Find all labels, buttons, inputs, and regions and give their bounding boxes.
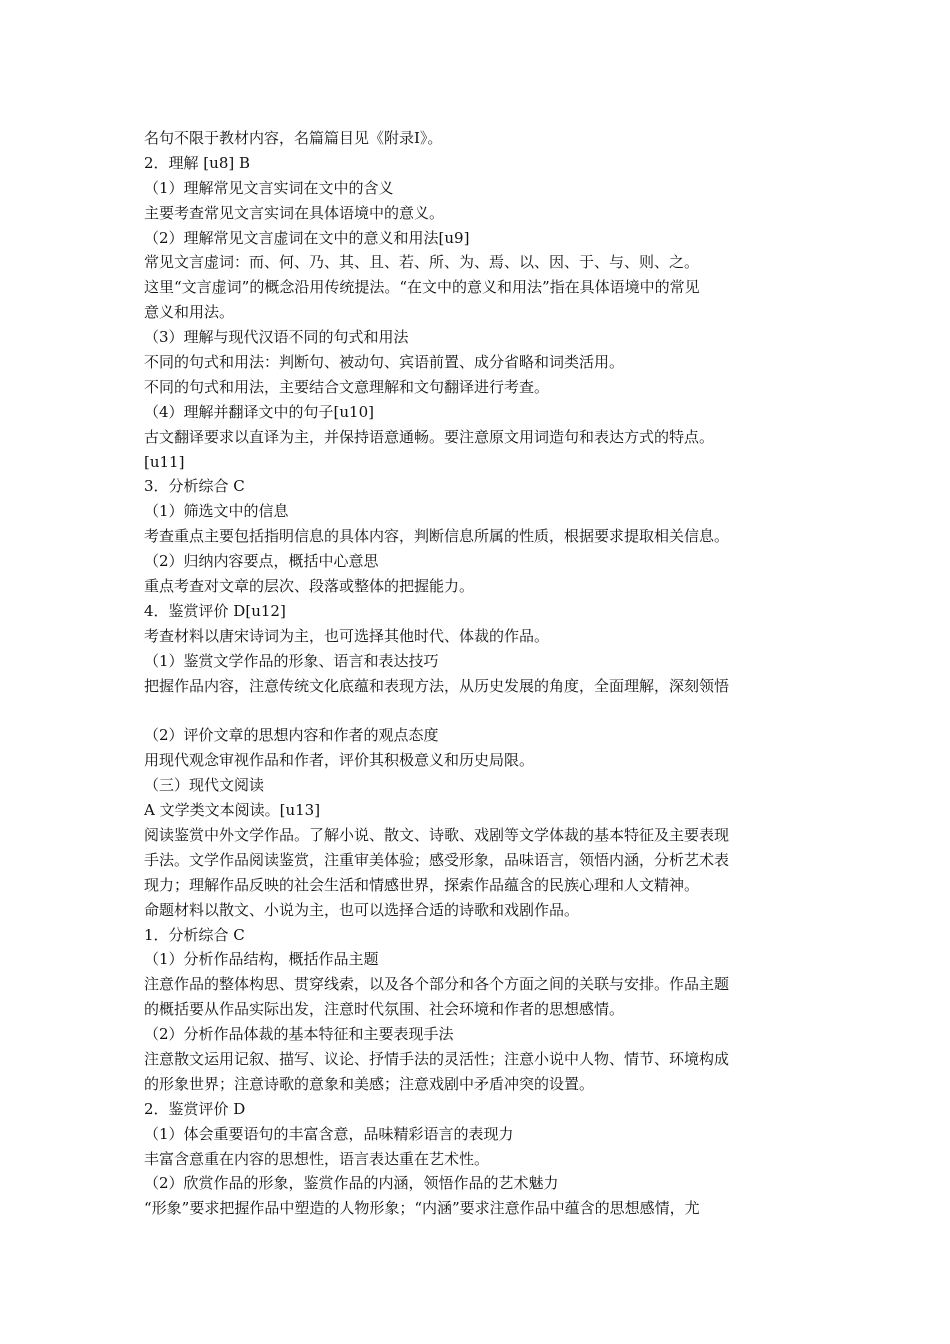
part-heading: （三）现代文阅读: [144, 776, 265, 795]
subsection-heading: （3）理解与现代汉语不同的句式和用法: [144, 328, 409, 347]
text-line: 注意作品的整体构思、贯穿线索，以及各个部分和各个方面之间的关联与安排。作品主题: [144, 975, 730, 994]
text-line: 命题材料以散文、小说为主，也可以选择合适的诗歌和戏剧作品。: [144, 900, 580, 919]
text-line: 把握作品内容，注意传统文化底蕴和表现方法，从历史发展的角度，全面理解，深刻领悟: [144, 676, 730, 695]
section-heading: 1．分析综合 C: [144, 925, 245, 944]
subsection-heading: （4）理解并翻译文中的句子[u10]: [144, 402, 374, 421]
subsection-heading: （1）分析作品结构，概括作品主题: [144, 950, 379, 969]
text-line: 的形象世界；注意诗歌的意象和美感；注意戏剧中矛盾冲突的设置。: [144, 1074, 595, 1093]
comment-marker: [u11]: [144, 452, 185, 471]
text-line: 考查材料以唐宋诗词为主，也可选择其他时代、体裁的作品。: [144, 626, 550, 645]
subsection-heading: （2）归纳内容要点，概括中心意思: [144, 552, 379, 571]
text-line: 主要考查常见文言实词在具体语境中的意义。: [144, 203, 445, 222]
text-line: 丰富含意重在内容的思想性，语言表达重在艺术性。: [144, 1149, 490, 1168]
section-heading: A 文学类文本阅读。[u13]: [144, 801, 321, 820]
text-line: 常见文言虚词：而、何、乃、其、且、若、所、为、焉、以、因、于、与、则、之。: [144, 253, 700, 272]
section-heading: 3．分析综合 C: [144, 477, 245, 496]
text-line: 名句不限于教材内容，名篇篇目见《附录Ⅰ》。: [144, 129, 443, 147]
text-line: 阅读鉴赏中外文学作品。了解小说、散文、诗歌、戏剧等文学体裁的基本特征及主要表现: [144, 825, 730, 844]
text-line: 不同的句式和用法，主要结合文意理解和文句翻译进行考查。: [144, 377, 550, 396]
text-line: 这里“文言虚词”的概念沿用传统提法。“在文中的意义和用法”指在具体语境中的常见: [144, 278, 700, 297]
text-line: 古文翻译要求以直译为主，并保持语意通畅。要注意原文用词造句和表达方式的特点。: [144, 427, 715, 446]
text-line: 手法。文学作品阅读鉴赏，注重审美体验；感受形象，品味语言，领悟内涵，分析艺术表: [144, 850, 730, 869]
section-heading: 4．鉴赏评价 D[u12]: [144, 601, 286, 620]
text-line: 用现代观念审视作品和作者，评价其积极意义和历史局限。: [144, 751, 535, 770]
blank-line: [144, 698, 810, 723]
subsection-heading: （1）鉴赏文学作品的形象、语言和表达技巧: [144, 651, 439, 670]
section-heading: 2．鉴赏评价 D: [144, 1099, 246, 1118]
text-line: 考查重点主要包括指明信息的具体内容，判断信息所属的性质，根据要求提取相关信息。: [144, 527, 730, 546]
subsection-heading: （1）理解常见文言实词在文中的含义: [144, 178, 394, 197]
text-line: 意义和用法。: [144, 303, 235, 322]
text-line: 的概括要从作品实际出发，注意时代氛围、社会环境和作者的思想感情。: [144, 1000, 625, 1019]
subsection-heading: （2）评价文章的思想内容和作者的观点态度: [144, 726, 439, 745]
subsection-heading: （1）体会重要语句的丰富含意，品味精彩语言的表现力: [144, 1124, 514, 1143]
text-line: 现力；理解作品反映的社会生活和情感世界，探索作品蕴含的民族心理和人文精神。: [144, 875, 700, 894]
subsection-heading: （2）理解常见文言虚词在文中的意义和用法[u9]: [144, 228, 470, 247]
text-line: 注意散文运用记叙、描写、议论、抒情手法的灵活性；注意小说中人物、情节、环境构成: [144, 1049, 730, 1068]
section-heading: 2．理解 [u8] B: [144, 153, 251, 172]
text-line: 不同的句式和用法：判断句、被动句、宾语前置、成分省略和词类活用。: [144, 353, 625, 372]
text-line: “形象”要求把握作品中塑造的人物形象；“内涵”要求注意作品中蕴含的思想感情，尤: [144, 1199, 700, 1218]
subsection-heading: （1）筛选文中的信息: [144, 502, 289, 521]
text-line: 重点考查对文章的层次、段落或整体的把握能力。: [144, 577, 475, 596]
document-body: [144, 126, 810, 1221]
subsection-heading: （2）欣赏作品的形象，鉴赏作品的内涵，领悟作品的艺术魅力: [144, 1174, 559, 1193]
subsection-heading: （2）分析作品体裁的基本特征和主要表现手法: [144, 1025, 454, 1044]
